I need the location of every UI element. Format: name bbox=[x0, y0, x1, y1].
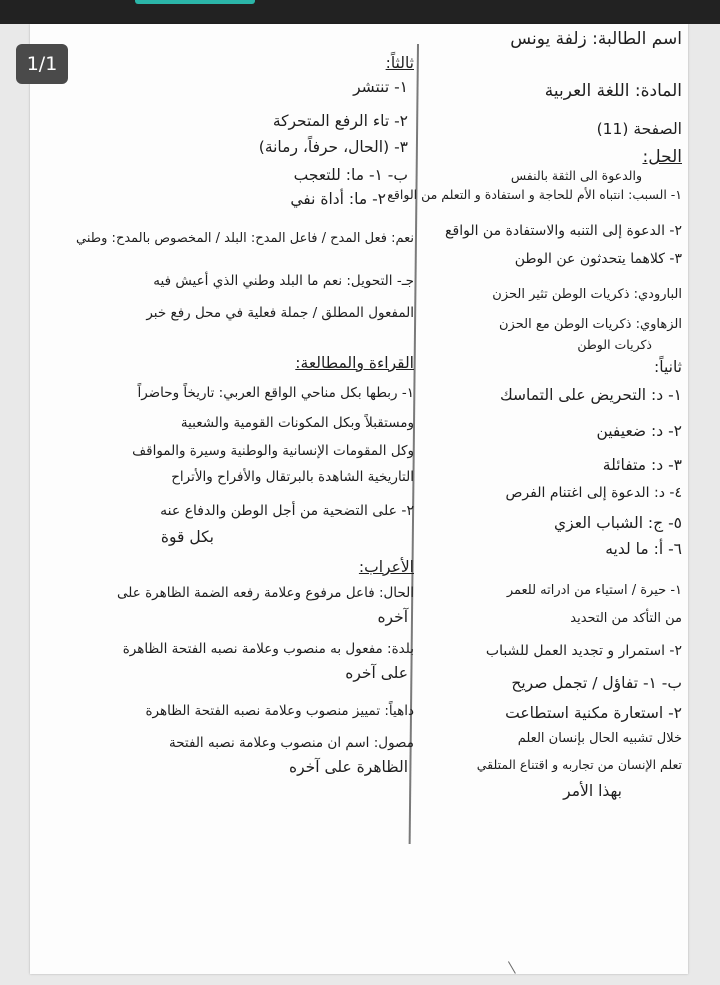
pen-stroke-mark bbox=[508, 958, 521, 974]
section-heading: القراءة والمطالعة: bbox=[295, 354, 414, 372]
answer-line: المفعول المطلق / جملة فعلية في محل رفع خبر bbox=[146, 305, 414, 321]
answer-line: جـ- التحويل: نعم ما البلد وطني الذي أعيش فيه bbox=[153, 273, 414, 289]
document-page bbox=[30, 24, 688, 974]
answer-line: ٥- ج: الشباب العزي bbox=[554, 514, 682, 532]
answer-line: من التأكد من التحديد bbox=[570, 611, 682, 626]
answer-line: وكل المقومات الإنسانية والوطنية وسيرة والمواقف bbox=[132, 443, 414, 459]
answer-line: الظاهرة على آخره bbox=[288, 758, 408, 776]
answer-line: ٣- (الحال، حرفاً، رمانة) bbox=[258, 138, 408, 156]
answer-line: ١- السبب: انتباه الأم للحاجة و استفادة و التعلم من الواقع bbox=[387, 187, 682, 202]
answer-line: ٢- على التضحية من أجل الوطن والدفاع عنه bbox=[160, 503, 414, 519]
top-accent bbox=[135, 0, 255, 4]
section-heading: ثانياً: bbox=[654, 358, 682, 376]
answer-line: خلال تشبيه الحال بإنسان العلم bbox=[517, 731, 682, 746]
section-heading: ثالثاً: bbox=[385, 54, 414, 72]
answer-line: تعلم الإنسان من تجاربه و اقتناع المتلقي bbox=[476, 757, 682, 772]
top-bar bbox=[0, 0, 720, 24]
answer-line: مصول: اسم ان منصوب وعلامة نصبه الفتحة bbox=[168, 735, 414, 751]
subject: المادة: اللغة العربية bbox=[544, 81, 682, 101]
answer-line: على آخره bbox=[345, 664, 408, 682]
section-heading: الأعراب: bbox=[358, 558, 414, 576]
answer-line: ١- ربطها بكل مناحي الواقع العربي: تاريخاً وحاضراً bbox=[137, 385, 414, 401]
answer-line: آخره bbox=[377, 608, 408, 626]
answer-line: الزهاوي: ذكريات الوطن مع الحزن bbox=[499, 317, 682, 332]
answer-line: ١- د: التحريض على التماسك bbox=[499, 386, 682, 404]
answer-line: داهياً: تمييز منصوب وعلامة نصبه الفتحة الظاهرة bbox=[145, 703, 414, 719]
answer-line: ٣- كلاهما يتحدثون عن الوطن bbox=[514, 251, 682, 267]
answer-line: ٤- د: الدعوة إلى اغتنام الفرص bbox=[505, 485, 682, 501]
answer-line: ٢- تاء الرفع المتحركة bbox=[272, 112, 408, 130]
answer-line: ومستقبلاً وبكل المكونات القومية والشعبية bbox=[180, 415, 414, 431]
answer-line: والدعوة الى الثقة بالنفس bbox=[510, 168, 642, 183]
answer-line: ١- تنتشر bbox=[353, 78, 408, 96]
page-number: الصفحة (11) bbox=[596, 120, 682, 138]
answer-line: ٣- د: متفائلة bbox=[602, 456, 682, 474]
page-counter-badge: 1/1 bbox=[16, 44, 68, 84]
answer-line: ٦- أ: ما لديه bbox=[605, 540, 682, 558]
answer-line: ٢- استمرار و تجديد العمل للشباب bbox=[485, 643, 682, 659]
answer-line: البارودي: ذكريات الوطن تثير الحزن bbox=[492, 287, 682, 302]
answer-line: بلدة: مفعول به منصوب وعلامة نصبه الفتحة الظاهرة bbox=[122, 641, 414, 657]
student-name: اسم الطالبة: زلفة يونس bbox=[510, 29, 682, 49]
answer-line: ٢- الدعوة إلى التنبه والاستفادة من الواقع bbox=[445, 223, 682, 239]
answer-line: نعم: فعل المدح / فاعل المدح: البلد / المخصوص بالمدح: وطني bbox=[76, 231, 414, 246]
answer-line: ب- ١- ما: للتعجب bbox=[293, 166, 408, 184]
answer-line: ٢- ما: أداة نفي bbox=[290, 190, 386, 208]
answer-line: ١- حيرة / استياء من ادراته للعمر bbox=[506, 583, 682, 598]
solution-heading: الحل: bbox=[642, 147, 682, 167]
answer-line: ٢- استعارة مكنية استطاعت bbox=[505, 704, 682, 722]
answer-line: التاريخية الشاهدة بالبرتقال والأفراح والأتراح bbox=[171, 469, 414, 485]
answer-line: الحال: فاعل مرفوع وعلامة رفعه الضمة الظاهرة على bbox=[117, 585, 414, 601]
answer-line: ب- ١- تفاؤل / تجمل صريح bbox=[511, 674, 682, 692]
answer-line: بهذا الأمر bbox=[563, 782, 622, 800]
answer-line: ٢- د: ضعيفين bbox=[596, 422, 682, 440]
answer-line: بكل قوة bbox=[160, 528, 214, 546]
answer-line: ذكريات الوطن bbox=[577, 337, 652, 352]
